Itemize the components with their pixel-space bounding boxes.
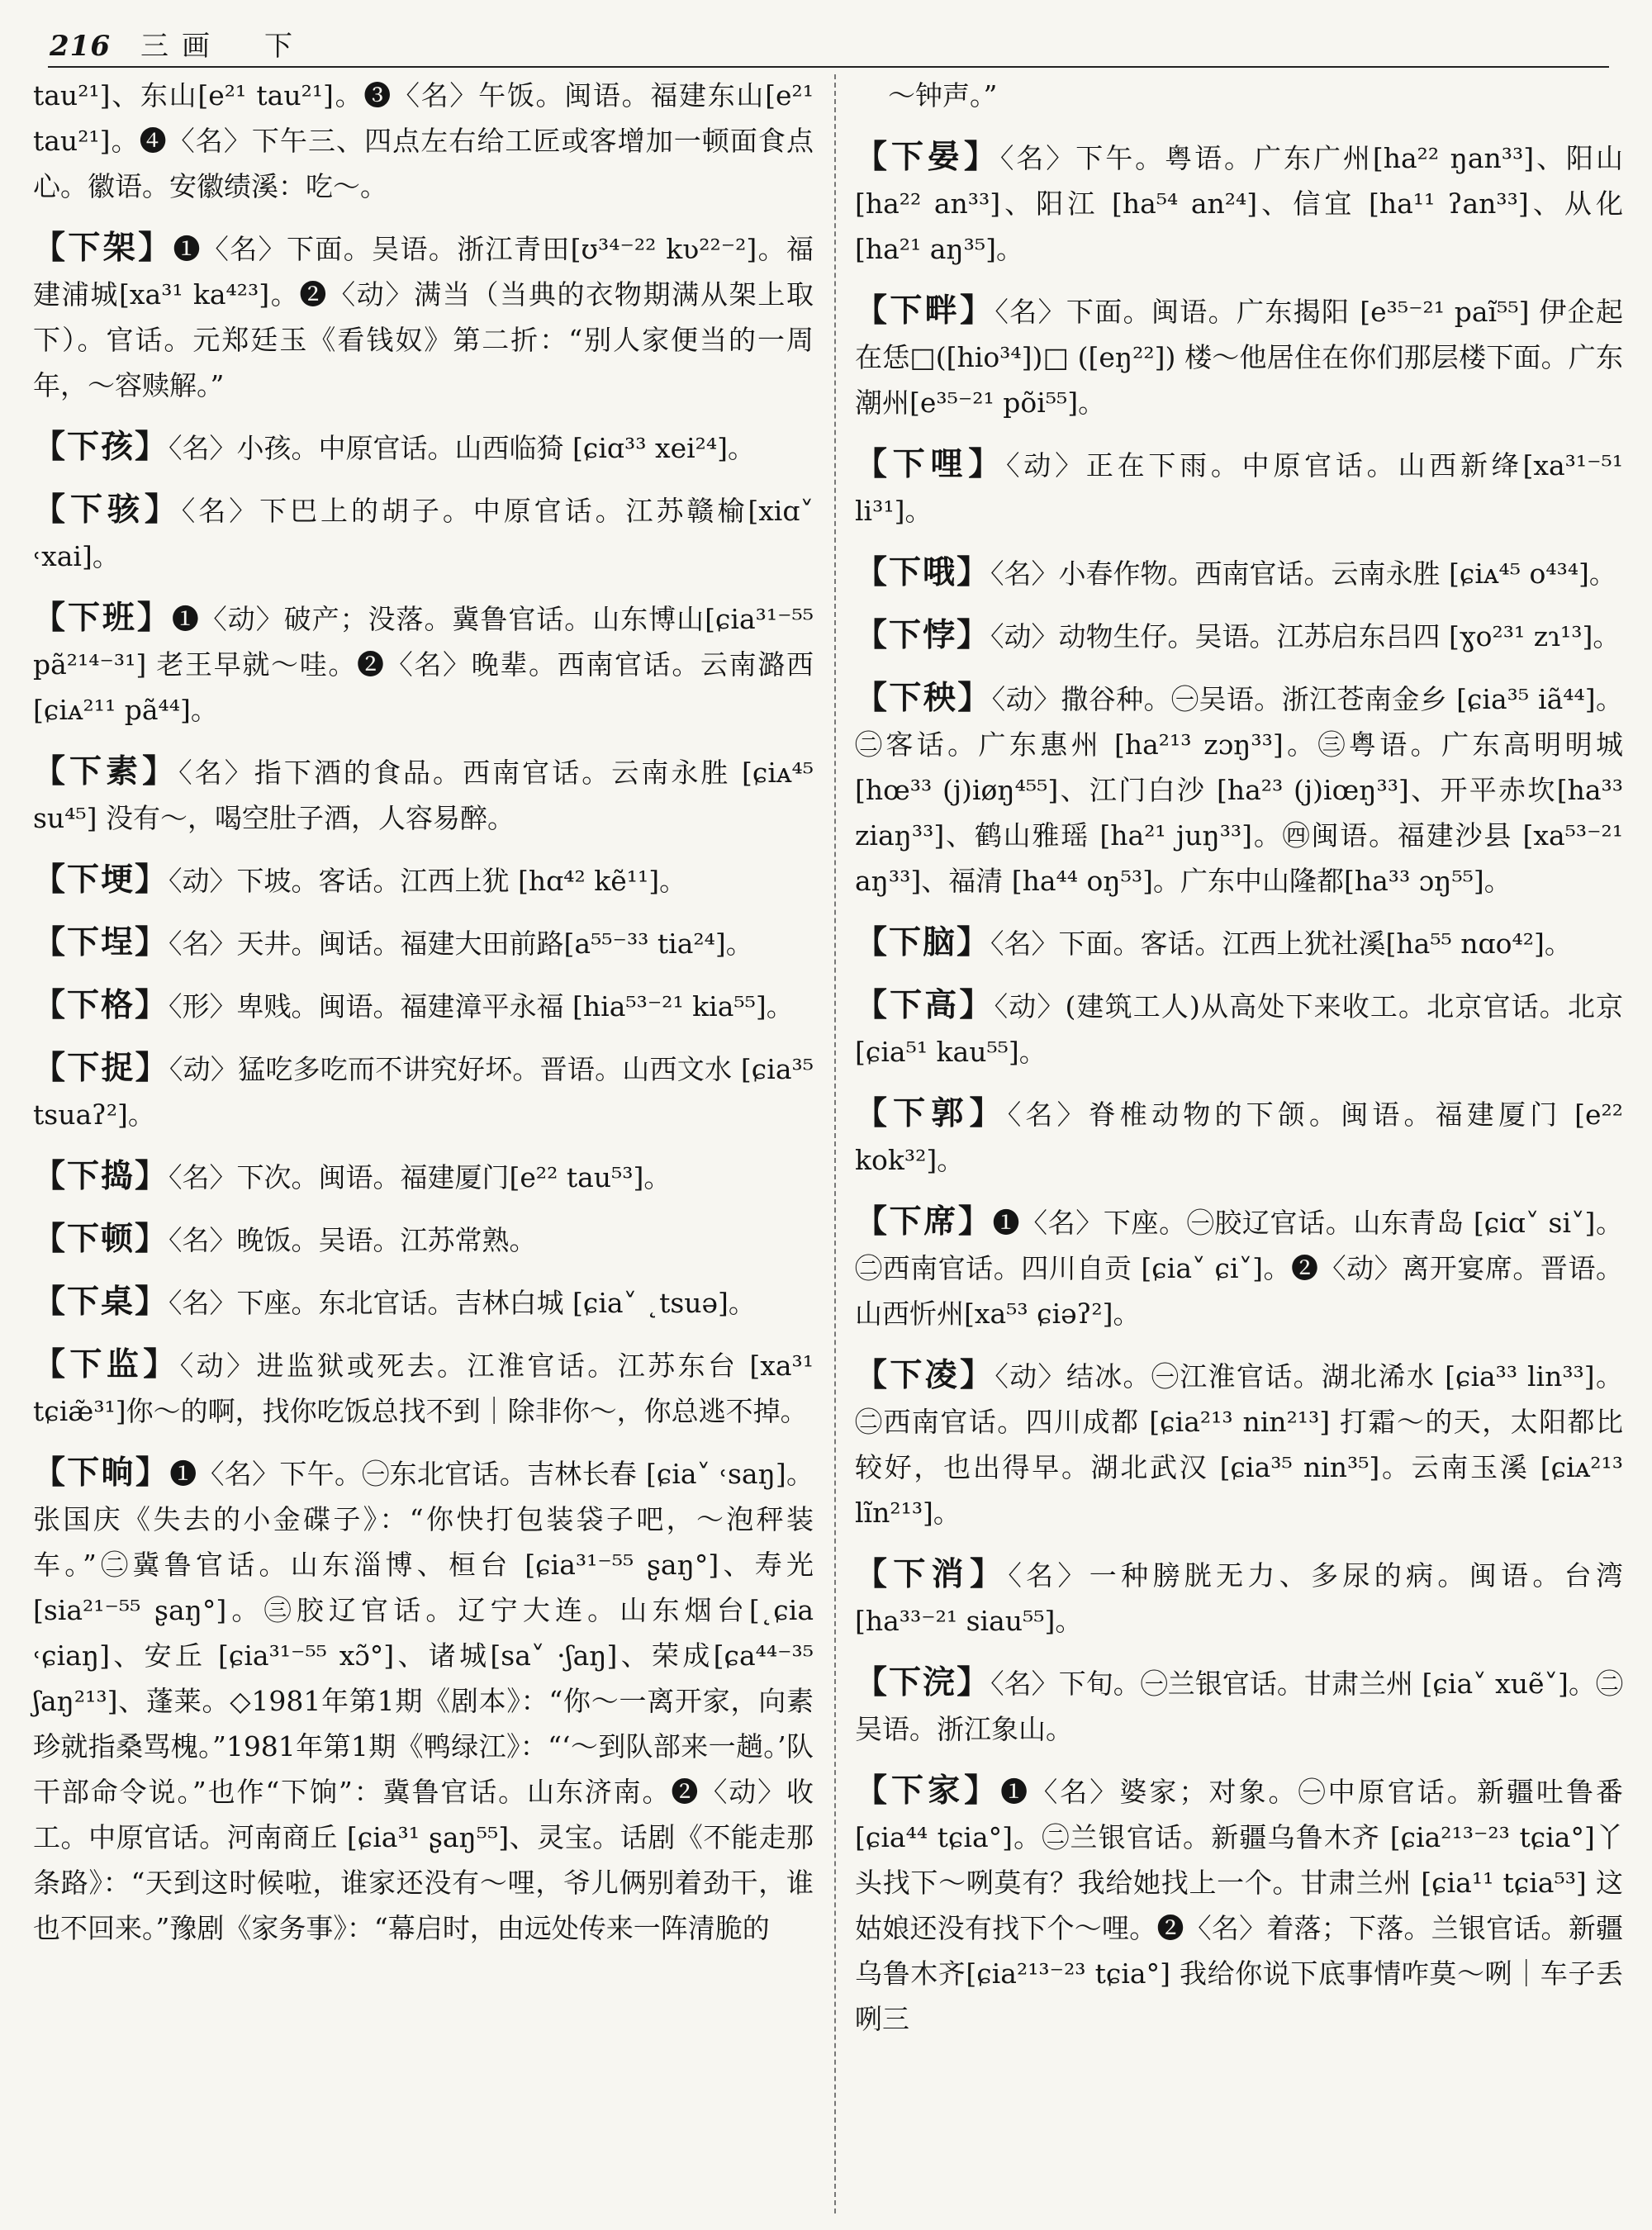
entry-headword: 【下高】 <box>855 986 995 1024</box>
entry-headword: 【下哩】 <box>855 445 1007 483</box>
entry-headword: 【下捣】 <box>33 1157 169 1195</box>
entry-headword: 【下悖】 <box>855 616 991 654</box>
dictionary-entry <box>33 920 814 966</box>
entry-definition: 〈动〉猛吃多吃而不讲究好坏。晋语。山西文水 [ɕia³⁵ tsuaʔ²]。 <box>33 1053 814 1131</box>
entry-definition: 〈名〉下次。闽语。福建厦门[e²² tau⁵³]。 <box>169 1161 672 1193</box>
dictionary-entry <box>33 225 814 408</box>
entry-definition: 〈名〉下旬。㊀兰银官话。甘肃兰州 [ɕia˅ xuẽ˅]。㊁吴语。浙江象山。 <box>855 1668 1623 1745</box>
entry-headword: 【下格】 <box>33 986 169 1024</box>
entry-definition: 〈动〉撒谷种。㊀吴语。浙江苍南金乡 [ɕia³⁵ iã⁴⁴]。㊁客话。广东惠州 [ha²¹³ zɔŋ³³]。㊂粤语。广东高明明城 [hœ³³ (j)iøŋ⁴⁵⁵]、江门白沙 [ha²³ (j)iœŋ³³]、开平赤坎[ha³³ ziaŋ³³]、鹤山雅瑶 [ha²¹ juŋ³³]。㊃闽语。福建沙县 [xa⁵³⁻²¹ aŋ³³]、福清 [ha⁴⁴ oŋ⁵³]。广东中山隆都[ha³³ ɔŋ⁵⁵]。 <box>855 683 1623 897</box>
left-entries <box>33 225 814 1951</box>
entry-headword: 【下架】 <box>33 229 173 267</box>
entry-headword: 【下脑】 <box>855 923 991 961</box>
dictionary-entry <box>33 1154 814 1200</box>
dictionary-entry <box>855 1353 1623 1535</box>
entry-definition: 〈名〉下面。客话。江西上犹社溪[ha⁵⁵ nɑo⁴²]。 <box>990 928 1572 960</box>
entry-definition: 〈动〉(建筑工人)从高处下来收工。北京官话。北京[ɕia⁵¹ kau⁵⁵]。 <box>855 990 1623 1068</box>
entry-definition: 〈名〉小春作物。西南官话。云南永胜 [ɕiᴀ⁴⁵ o⁴³⁴]。 <box>990 558 1616 590</box>
entry-headword: 【下顿】 <box>33 1220 169 1258</box>
dictionary-entry <box>33 487 814 579</box>
dictionary-entry <box>33 425 814 471</box>
page-number: 216 <box>50 30 111 63</box>
page-header <box>50 23 1619 63</box>
entry-headword: 【下素】 <box>33 752 179 790</box>
dictionary-entry <box>33 983 814 1029</box>
header-rule <box>48 66 1609 68</box>
dictionary-entry <box>855 288 1623 425</box>
entry-headword: 【下监】 <box>33 1345 180 1383</box>
dictionary-entry <box>855 550 1623 596</box>
right-entries <box>855 135 1623 2042</box>
entry-headword: 【下秧】 <box>855 679 992 717</box>
dictionary-entry <box>855 135 1623 272</box>
dictionary-entry <box>855 1199 1623 1336</box>
entry-definition: 〈名〉一种膀胱无力、多尿的病。闽语。台湾 [ha³³⁻²¹ siau⁵⁵]。 <box>855 1559 1623 1637</box>
entry-definition: 〈名〉下午。粤语。广东广州[ha²² ŋan³³]、阳山 [ha²² an³³]、阳江 [ha⁵⁴ an²⁴]、信宜 [ha¹¹ ʔan³³]、从化 [ha²¹ aŋ³⁵]。 <box>855 142 1623 265</box>
entry-headword: 【下畔】 <box>855 292 995 330</box>
entry-headword: 【下桌】 <box>33 1283 169 1321</box>
dictionary-entry <box>33 1217 814 1263</box>
dictionary-entry <box>855 983 1623 1075</box>
dictionary-entry <box>33 595 814 733</box>
entry-headword: 【下埕】 <box>33 923 169 961</box>
entry-headword: 【下消】 <box>855 1555 1009 1593</box>
entry-definition: ❶〈名〉下午。㊀东北官话。吉林长春 [ɕia˅ ˓saŋ]。张国庆《失去的小金碟子》：“你快打包装袋子吧，～泡秤装车。”㊁冀鲁官话。山东淄博、桓台 [ɕia³¹⁻⁵⁵ ʂaŋ°]、寿光 [sia²¹⁻⁵⁵ ʂaŋ°]。㊂胶辽官话。辽宁大连。山东烟台[˛ɕia ˓ɕiaŋ]、安丘 [ɕia³¹⁻⁵⁵ xɔ̃°]、诸城[sa˅ ·ʃaŋ]、荣成[ɕa⁴⁴⁻³⁵ ʃaŋ²¹³]、蓬莱。◇1981年第1期《剧本》：“你～一离开家，向素珍就指桑骂槐。”1981年第1期《鸭绿江》：“‘～到队部来一趟。’队干部命令说。”也作“下饷”：冀鲁官话。山东济南。❷〈动〉收工。中原官话。河南商丘 [ɕia³¹ ʂaŋ⁵⁵]、灵宝。话剧《不能走那条路》：“天到这时候啦，谁家还没有～哩，爷儿俩别着劲干，谁也不回来。”豫剧《家务事》：“幕启时，由远处传来一阵清脆的 <box>33 1458 814 1944</box>
left-column <box>33 73 814 1967</box>
entry-definition: 〈动〉进监狱或死去。江淮官话。江苏东台 [xa³¹ tɕiæ̃³¹]你～的啊，找你吃饭总找不到｜除非你～，你总逃不掉。 <box>33 1350 814 1427</box>
dictionary-entry <box>855 1768 1623 2042</box>
entry-definition: 〈名〉小孩。中原官话。山西临猗 [ɕiɑ³³ xei²⁴]。 <box>169 432 756 464</box>
dictionary-entry <box>855 1091 1623 1183</box>
entry-definition: 〈名〉脊椎动物的下颌。闽语。福建厦门 [e²² kok³²]。 <box>855 1098 1623 1176</box>
entry-definition: ❶〈动〉破产；没落。冀鲁官话。山东博山[ɕia³¹⁻⁵⁵ pã²¹⁴⁻³¹] 老王早就～哇。❷〈名〉晚辈。西南官话。云南潞西 [ɕiᴀ²¹¹ pã⁴⁴]。 <box>33 603 814 726</box>
entry-headword: 【下晌】 <box>33 1454 170 1492</box>
entry-definition: 〈名〉指下酒的食品。西南官话。云南永胜 [ɕiᴀ⁴⁵ su⁴⁵] 没有～，喝空肚子酒，人容易醉。 <box>33 757 814 834</box>
dictionary-entry <box>33 749 814 841</box>
entry-headword: 【下凌】 <box>855 1356 995 1394</box>
entry-definition: 〈名〉下座。东北官话。吉林白城 [ɕia˅ ˛tsuə]。 <box>169 1287 756 1319</box>
entry-definition: 〈形〉卑贱。闽语。福建漳平永福 [hia⁵³⁻²¹ kia⁵⁵]。 <box>169 990 794 1022</box>
entry-headword: 【下晏】 <box>855 138 1000 176</box>
continuation-text: tau²¹]、东山[e²¹ tau²¹]。❸〈名〉午饭。闽语。福建东山[e²¹ tau²¹]。❹〈名〉下午三、四点左右给工匠或客增加一顿面食点心。徽语。安徽绩溪：吃～。 <box>33 79 814 202</box>
dictionary-entry <box>855 613 1623 659</box>
entry-definition: 〈动〉下坡。客话。江西上犹 [hɑ⁴² kẽ¹¹]。 <box>169 865 687 897</box>
entry-definition: ❶〈名〉婆家；对象。㊀中原官话。新疆吐鲁番 [ɕia⁴⁴ tɕia°]。㊁兰银官话。新疆乌鲁木齐 [ɕia²¹³⁻²³ tɕia°]丫头找下～咧莫有？我给她找上一个。甘肃兰州 [ɕia¹¹ tɕia⁵³] 这姑娘还没有找下个～哩。❷〈名〉着落；下落。兰银官话。新疆乌鲁木齐[ɕia²¹³⁻²³ tɕia°] 我给你说下底事情咋莫～咧｜车子丢咧三 <box>855 1776 1623 2035</box>
dictionary-entry <box>33 1450 814 1951</box>
entry-headword: 【下郭】 <box>855 1094 1008 1132</box>
dictionary-entry <box>33 857 814 904</box>
entry-definition: 〈动〉结冰。㊀江淮官话。湖北浠水 [ɕia³³ lin³³]。㊁西南官话。四川成都 [ɕia²¹³ nin²¹³] 打霜～的天，太阳都比较好，也出得早。湖北武汉 [ɕia³⁵ nin³⁵]。云南玉溪 [ɕiᴀ²¹³ lĩn²¹³]。 <box>855 1360 1623 1529</box>
dictionary-entry <box>33 1342 814 1434</box>
entry-headword: 【下哦】 <box>855 553 991 591</box>
entry-headword: 【下孩】 <box>33 428 169 466</box>
dictionary-entry <box>855 442 1623 534</box>
entry-headword: 【下骇】 <box>33 491 182 529</box>
entry-headword: 【下埂】 <box>33 861 169 899</box>
entry-definition: 〈名〉晚饭。吴语。江苏常熟。 <box>169 1224 537 1256</box>
entry-definition: ❶〈名〉下座。㊀胶辽官话。山东青岛 [ɕiɑ˅ si˅]。㊁西南官话。四川自贡 [ɕia˅ ɕi˅]。❷〈动〉离开宴席。晋语。山西忻州[xa⁵³ ɕiəʔ²]。 <box>855 1207 1623 1330</box>
dictionary-entry <box>855 1552 1623 1644</box>
entry-headword: 【下席】 <box>855 1203 993 1241</box>
entry-definition: 〈名〉下面。闽语。广东揭阳 [e³⁵⁻²¹ paĩ⁵⁵] 伊企起在恁□([hio³⁴])□ ([eŋ²²]) 楼～他居住在你们那层楼下面。广东潮州[e³⁵⁻²¹ põi⁵⁵]。 <box>855 296 1623 419</box>
entry-definition: 〈动〉正在下雨。中原官话。山西新绛[xa³¹⁻⁵¹ li³¹]。 <box>855 449 1623 527</box>
right-column <box>855 73 1623 2058</box>
entry-headword: 【下浣】 <box>855 1663 991 1701</box>
dictionary-entry <box>855 1660 1623 1752</box>
column-divider <box>834 74 836 2213</box>
dictionary-entry <box>33 1279 814 1326</box>
entry-definition: 〈名〉下巴上的胡子。中原官话。江苏赣榆[xiɑ˅ ˓xai]。 <box>33 495 814 572</box>
entry-headword: 【下捉】 <box>33 1049 169 1087</box>
entry-headword: 【下家】 <box>855 1772 1001 1810</box>
entry-definition: 〈动〉动物生仔。吴语。江苏启东吕四 [ɣo²³¹ zɿ¹³]。 <box>990 620 1621 652</box>
dictionary-entry <box>855 676 1623 904</box>
continuation-text: ～钟声。” <box>888 79 998 112</box>
entry-definition: 〈名〉天井。闽话。福建大田前路[a⁵⁵⁻³³ tia²⁴]。 <box>169 928 753 960</box>
dictionary-entry <box>33 1046 814 1137</box>
entry-headword: 【下班】 <box>33 599 172 637</box>
dictionary-entry <box>855 920 1623 966</box>
running-title: 三画 下 <box>140 30 306 63</box>
entry-definition: ❶〈名〉下面。吴语。浙江青田[ʊ³⁴⁻²² kʋ²²⁻²]。福建浦城[xa³¹ ka⁴²³]。❷〈动〉满当（当典的衣物期满从架上取下）。官话。元郑廷玉《看钱奴》第二折：“别人家便当的一周年，～容赎解。” <box>33 233 814 401</box>
